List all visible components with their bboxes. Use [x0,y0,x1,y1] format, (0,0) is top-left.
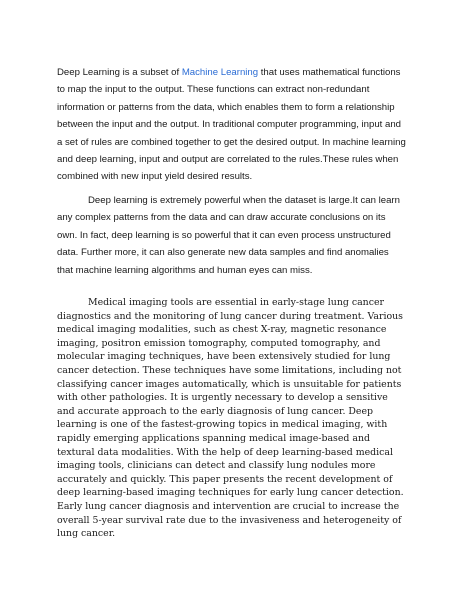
paragraph-line: that machine learning algorithms and human eyes can miss. [57,264,313,276]
paragraph-line: learning is one of the fastest-growing topics in medical imaging, with [57,419,388,431]
paragraph-line: medical imaging modalities, such as chest X-ray, magnetic resonance [57,324,387,336]
paragraph-line: and deep learning, input and output are correlated to the rules.These rules when [57,154,399,166]
paragraph-line: diagnostics and the monitoring of lung cancer during treatment. Various [57,310,403,322]
paragraph-line: imaging tools, clinicians can detect and classify lung nodules more [57,460,376,472]
paragraph-line: to map the input to the output. These functions can extract non-redundant [57,84,370,96]
paragraph-deep-learning-power [57,192,400,279]
paragraph-line: a set of rules are combined together to get the desired output. In machine learning [57,136,406,148]
paragraph-line: data. Further more, it can also generate new data samples and find anomalies [57,247,389,259]
paragraph-line: Medical imaging tools are essential in early-stage lung cancer [88,297,385,308]
paragraph-line [57,64,406,81]
paragraph-line: any complex patterns from the data and can draw accurate conclusions on its [57,212,386,224]
paragraph-line: between the input and the output. In traditional computer programming, input and [57,119,401,131]
paragraph-line: classifying cancer images automatically, which is unsuitable for patients [57,378,402,390]
paragraph-line: information or patterns from the data, which enables them to form a relationship [57,101,395,113]
machine-learning-link[interactable]: Machine Learning [181,67,259,78]
paragraph-line: imaging, positron emission tomography, computed tomography, and [57,337,381,349]
paragraph-medical-imaging [57,296,404,541]
paragraph-line: combined with new input yield desired results. [57,171,253,183]
paragraph-line: overall 5-year survival rate due to the invasiveness and heterogeneity of [57,514,402,526]
paragraph-deep-learning-intro [57,64,406,186]
paragraph-line: Deep learning is extremely powerful when the dataset is large.It can learn [88,195,400,206]
paragraph-line: rapidly emerging applications spanning medical image-based and [57,432,371,444]
text-run: Deep Learning is a subset of [57,67,182,78]
paragraph-line: lung cancer. [57,528,116,540]
text-run: that uses mathematical functions [258,67,401,78]
paragraph-line: molecular imaging techniques, have been extensively studied for lung [57,351,391,363]
paragraph-line: accurately and quickly. This paper presents the recent development of [57,473,393,485]
paragraph-line: Early lung cancer diagnosis and intervention are crucial to increase the [57,500,400,512]
paragraph-line: cancer detection. These techniques have some limitations, including not [57,364,402,376]
paragraph-line: textural data modalities. With the help of deep learning-based medical [57,446,393,458]
paragraph-line: with other pathologies. It is urgently necessary to develop a sensitive [57,392,388,404]
paragraph-line: own. In fact, deep learning is so powerful that it can even process unstructured [57,229,391,241]
paragraph-line: deep learning-based imaging techniques for early lung cancer detection. [57,487,404,499]
paragraph-line: and accurate approach to the early diagnosis of lung cancer. Deep [57,405,374,417]
